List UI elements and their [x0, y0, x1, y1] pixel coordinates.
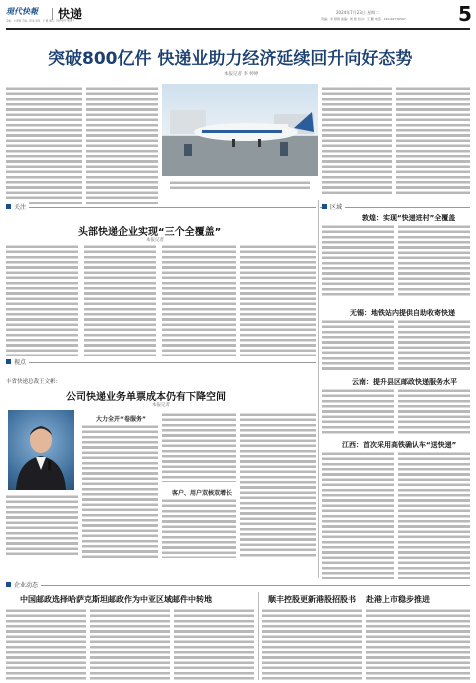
- viewpoint-subheading-1: 大力全开“卷服务”: [96, 416, 146, 423]
- region-brief-body-3b: [398, 388, 470, 434]
- lead-column-3: [322, 86, 392, 196]
- masthead-rule: [6, 28, 470, 30]
- focus-column-1: [6, 244, 78, 356]
- page-number: 5: [458, 2, 472, 26]
- focus-column-3: [162, 244, 236, 356]
- focus-column-4: [240, 244, 316, 356]
- lead-column-4: [396, 86, 470, 196]
- region-brief-title-4: 江西：首次采用高铁确认车“送快递”: [342, 441, 457, 449]
- enterprise-column-3: [174, 608, 254, 680]
- section-enterprise-label: 企业动态: [14, 582, 39, 589]
- region-brief-body-4: [322, 451, 394, 579]
- viewpoint-column-3: [162, 412, 236, 482]
- viewpoint-column-2: [82, 424, 158, 558]
- focus-column-2: [84, 244, 156, 356]
- region-brief-title-2: 无锡：地铁站内提供自助收寄快递: [350, 309, 455, 317]
- region-brief-body-1b: [398, 224, 470, 296]
- lead-photo-caption: [170, 180, 310, 192]
- editor-line: 责编：李 婷婷 美编：周 艳 校对：王 鹏 电话：010-69776597: [6, 19, 74, 23]
- region-brief-body-2: [322, 319, 394, 371]
- lead-headline: 突破800亿件 快递业助力经济延续回升向好态势: [48, 49, 413, 69]
- region-brief-title-1: 敦煌：实现“快递进村”全覆盖: [362, 214, 456, 222]
- paper-name: 現代快報: [6, 7, 38, 16]
- section-region: [322, 202, 345, 211]
- enterprise-headline-3: 赴港上市稳步推进: [366, 595, 430, 604]
- focus-byline: 本报记者: [146, 238, 164, 243]
- focus-headline: 头部快递企业实现“三个全覆盖”: [78, 227, 222, 238]
- portrait-photo: [8, 410, 74, 490]
- viewpoint-column-3b: [162, 498, 236, 558]
- enterprise-rule: [6, 585, 470, 586]
- section-viewpoint: [6, 357, 29, 366]
- enterprise-headline-2: 顺丰控股更新港股招股书: [268, 595, 356, 604]
- viewpoint-column-4: [240, 412, 316, 558]
- cargo-plane-illustration: [162, 84, 318, 176]
- editor-line-right: 责编：李 婷婷 美编：周 艳 校对：王 鹏 电话：010-69776597: [321, 17, 406, 21]
- focus-rule: [6, 207, 316, 208]
- viewpoint-subheading-2: 客户、用户双核双增长: [172, 490, 233, 497]
- region-brief-body-3: [322, 388, 394, 434]
- viewpoint-byline: 本报记者: [152, 403, 170, 408]
- enterprise-column-4: [262, 608, 362, 680]
- lead-column-2: [86, 86, 158, 204]
- section-focus: [6, 202, 29, 211]
- section-focus-label: 关注: [14, 204, 27, 211]
- enterprise-column-2: [90, 608, 170, 680]
- region-brief-title-3: 云南：提升县区邮政快递服务水平: [352, 378, 457, 386]
- section-region-label: 区域: [330, 204, 343, 211]
- lead-byline: 本报记者 李 婷婷: [224, 72, 259, 77]
- section-marker-icon: [6, 582, 11, 587]
- viewpoint-column-1: [6, 494, 78, 558]
- viewpoint-kicker: 丰省快递总裁王文彬：: [6, 379, 62, 385]
- enterprise-column-1: [6, 608, 86, 680]
- enterprise-headline-1: 中国邮政选择哈萨克斯坦邮政作为中亚区域邮件中转地: [20, 595, 212, 604]
- enterprise-divider: [258, 592, 259, 680]
- enterprise-column-5: [366, 608, 470, 680]
- column-name: 快递: [58, 7, 83, 21]
- masthead: [6, 4, 470, 26]
- viewpoint-rule: [6, 362, 316, 363]
- speaker-portrait-illustration: [8, 410, 74, 490]
- section-marker-icon: [6, 204, 11, 209]
- section-enterprise: [6, 580, 41, 589]
- section-marker-icon: [322, 204, 327, 209]
- lead-photo: [162, 84, 318, 176]
- region-brief-body-1: [322, 224, 394, 296]
- lead-column-1: [6, 86, 82, 204]
- date-line: 2024年7月23日 星期二: [336, 10, 380, 15]
- section-viewpoint-label: 视点: [14, 359, 27, 366]
- region-brief-body-2b: [398, 319, 470, 371]
- section-marker-icon: [6, 359, 11, 364]
- region-divider: [318, 200, 319, 578]
- region-brief-body-4b: [398, 451, 470, 579]
- viewpoint-headline: 公司快递业务单票成本仍有下降空间: [66, 392, 226, 403]
